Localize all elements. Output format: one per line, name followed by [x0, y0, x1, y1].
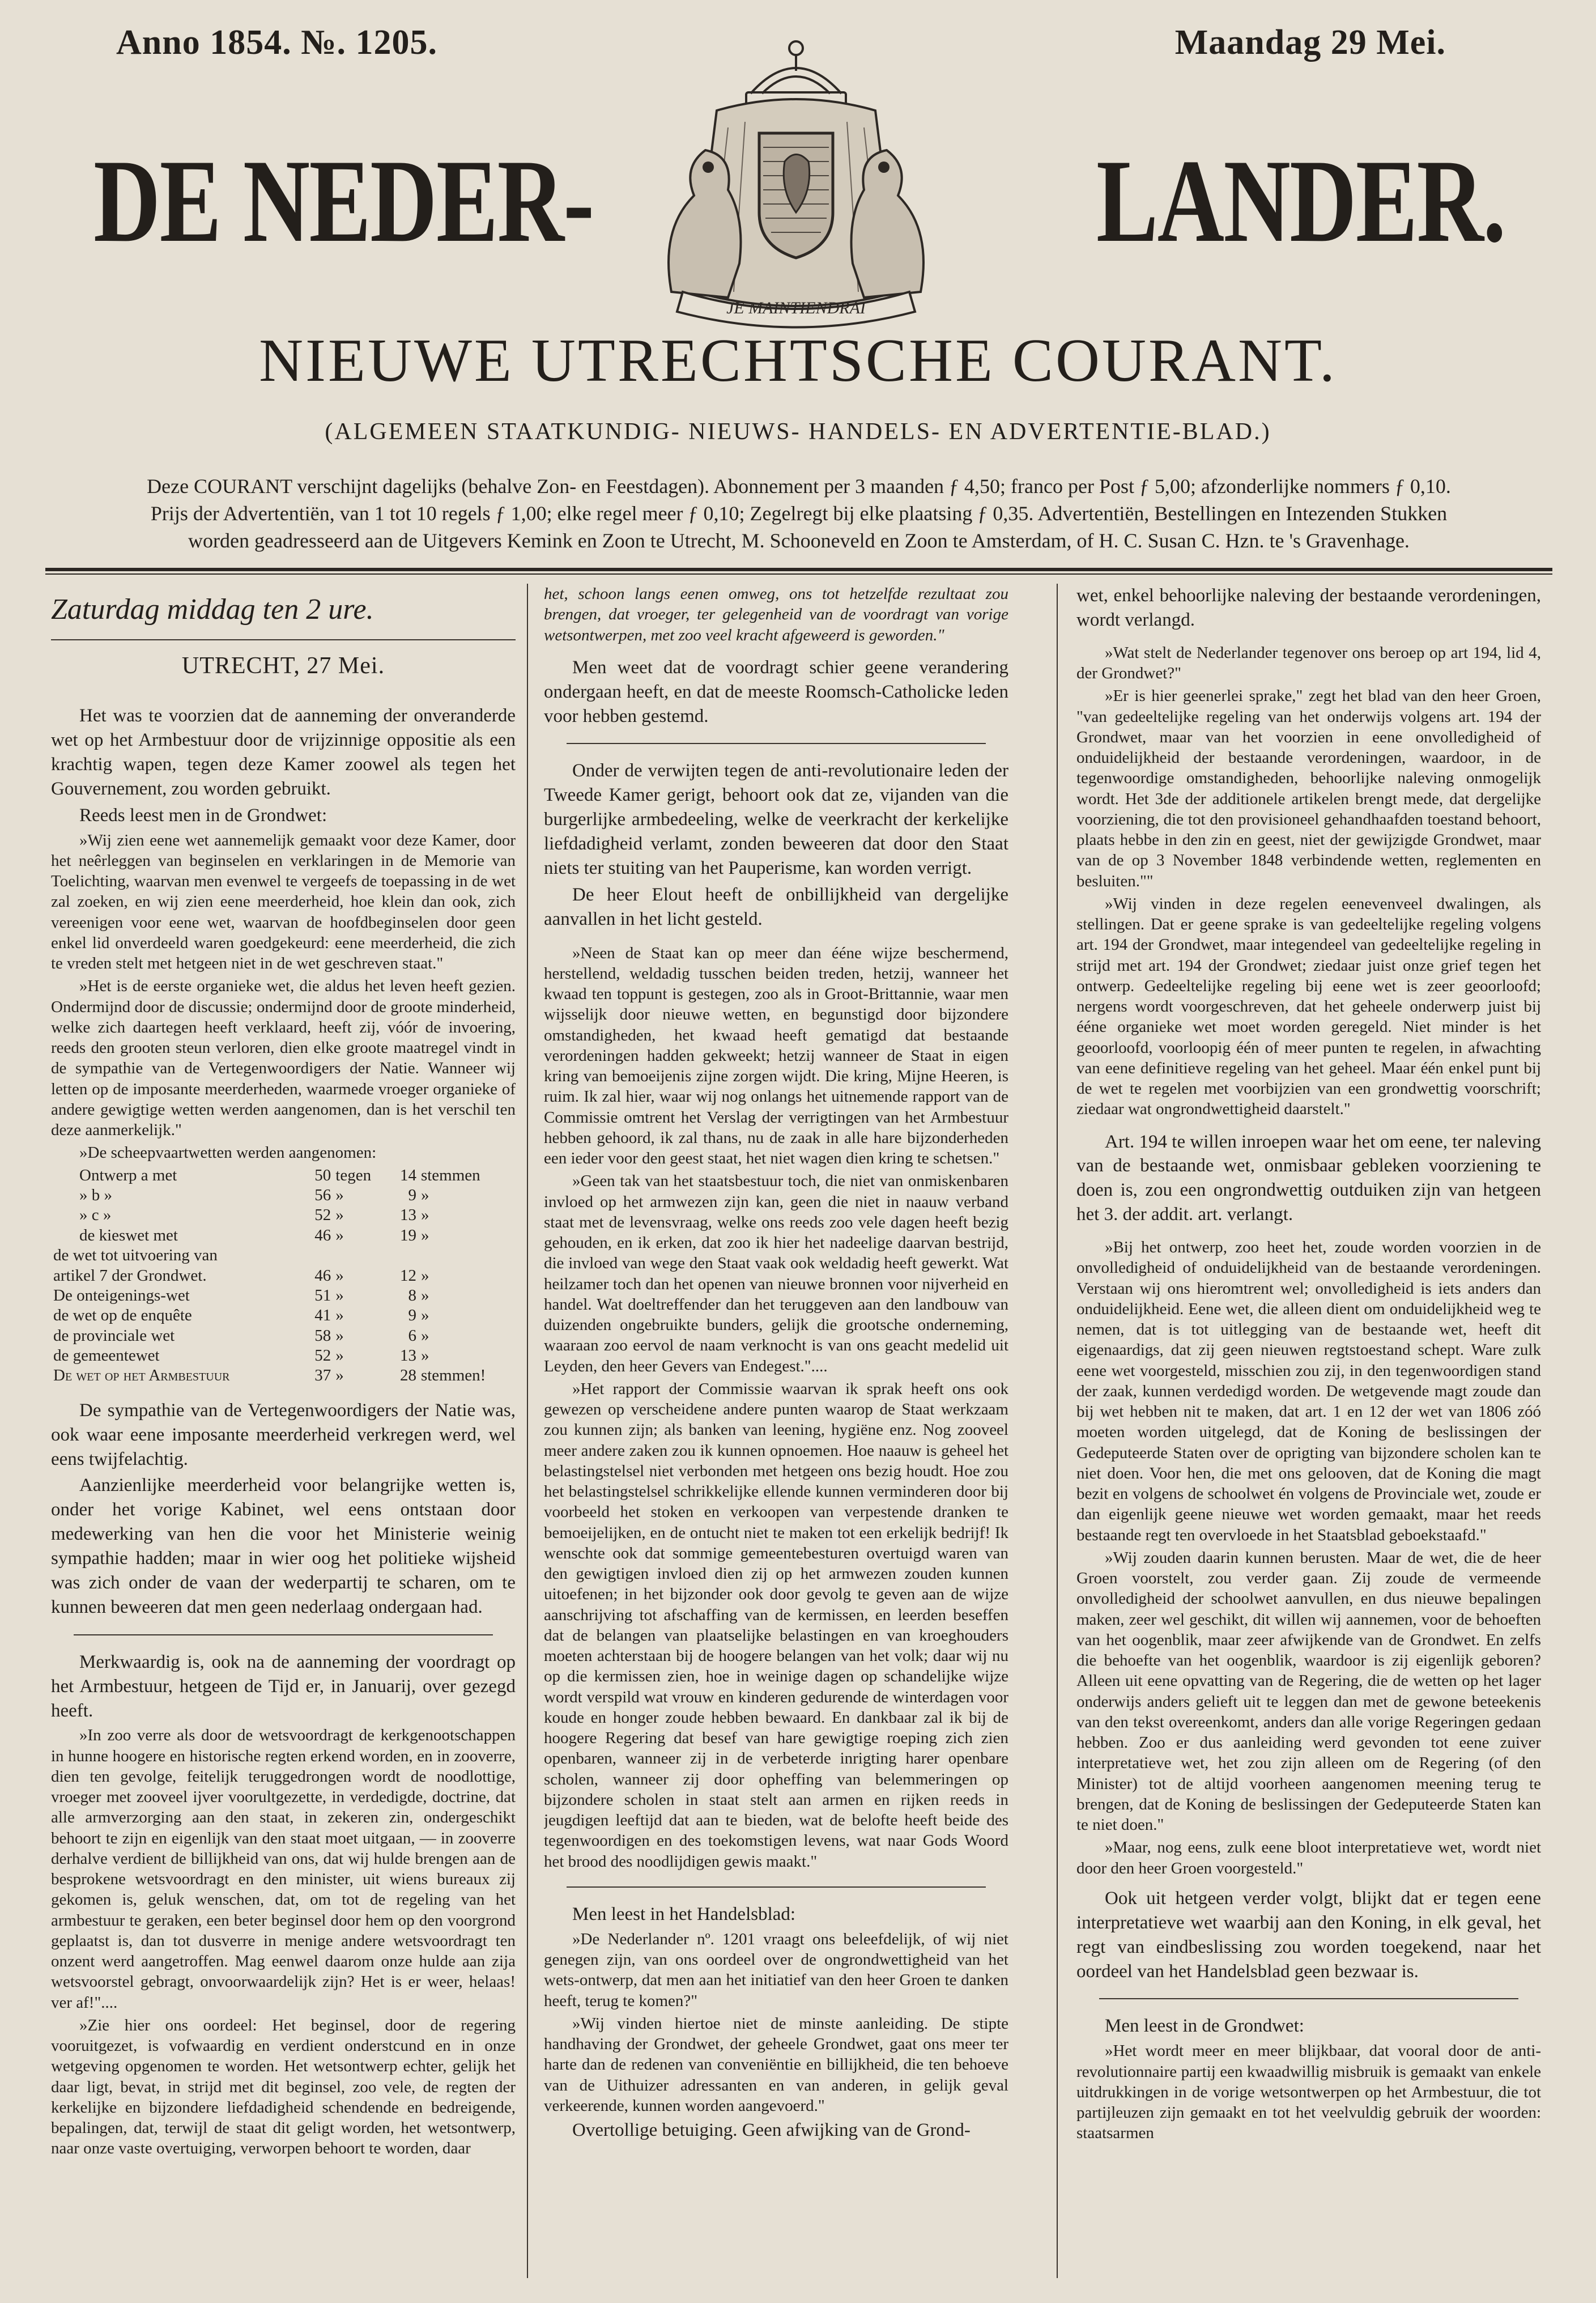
table-row — [51, 1266, 516, 1286]
table-cell: 52 — [314, 1206, 331, 1225]
quote: »Wij zien eene wet aannemelijk gemaakt voor deze Kamer, door het neêrleggen van beginselen en verklaringen in de Memorie van Toelichting, waarvan men evenwel te vergeefs de toepassing in de wet zal zoeken, en wij zien eene meerderheid, hoe klein dan ook, zich vereenigen voor eene wet, waarvan de hoofdbeginselen door geen enkel lid onverdeeld waren goedgekeurd: eene meerderheid, die zich te vreden stelt met hetgeen niet in de wet geschreven staat." — [51, 831, 516, 973]
tagline: (ALGEMEEN STAATKUNDIG- NIEUWS- HANDELS- EN ADVERTENTIE-BLAD.) — [325, 419, 1271, 445]
header-rule-thin — [45, 573, 1552, 575]
quote: »De scheepvaartwetten werden aangenomen: — [79, 1144, 377, 1162]
table-cell: 41 — [314, 1306, 331, 1325]
table-cell: 6 — [408, 1326, 416, 1345]
quote: »Wij vinden hiertoe niet de minste aanleiding. De stipte handhaving der Grondwet, der geheele Grondwet, gaat ons meer ter harte dan de redenen van conveniëntie en billijkheid, die ten behoeve van de Uithuizer adressanten en van anderen, in gelijk geval verkeerende, kunnen worden aangevoerd." — [544, 2014, 1008, 2115]
table-cell: de wet tot uitvoering van — [53, 1246, 218, 1265]
table-cell — [419, 1246, 516, 1265]
issue-number: Anno 1854. №. 1205. — [116, 23, 438, 62]
paragraph: Aanzienlijke meerderheid voor belangrijke wetten is, onder het vorige Kabinet, wel eens ontstaan door medewerking van hen die voor het Ministerie weinig sympathie hadden; maar in wier oog het politieke wijsheid was zich onder de vaan der wederpartij te scharen, om te kunnen beweeren dat men geen nederlaag ondergaan had. — [51, 1475, 516, 1617]
column-divider — [1057, 584, 1058, 2278]
column-3 — [1076, 584, 1541, 2278]
quote: »Zie hier ons oordeel: Het beginsel, door de regering vooruitgezet, is vofwaardig en verdient onderstcund en in onze wetgeving opgenomen te worden. Het wetsontwerp echter, gelijk het daar ligt, bevat, in strijd met dit beginsel, zoo vele, de regten der kerkelijke en bijzondere liefdadigheid schendende en bedreigende, bepalingen, dat, terwijl de staat dit geligt worden, het wetsontwerp, naar onze vaste overtuiging, verworpen behoort te worden, daar — [51, 2016, 516, 2158]
table-cell: 9 — [408, 1186, 416, 1205]
quote: »De Nederlander nº. 1201 vraagt ons beleefdelijk, of wij niet genegen zijn, van ons oordeel over de ongrondwettigheid van het wets-ontwerp, dat men aan het initiatief van den heer Groen te danken heeft, terug te komen?" — [544, 1930, 1008, 2010]
paragraph: De heer Elout heeft de onbillijkheid van dergelijke aanvallen in het licht gesteld. — [544, 884, 1008, 929]
table-cell: » — [420, 1346, 429, 1365]
table-row — [51, 1366, 516, 1386]
table-cell: De wet op het Armbestuur — [53, 1366, 230, 1385]
table-cell: de gemeentewet — [53, 1346, 160, 1365]
title-left: DE NEDER- — [93, 135, 594, 267]
paragraph: Ook uit hetgeen verder volgt, blijkt dat er tegen eene interpretatieve wet waarbij aan den Koning, in elk geval, het regt van eindbeslissing zou worden toegekend, naar het oordeel van het Handelsblad geen bezwaar is. — [1076, 1888, 1541, 1982]
table-cell: » — [420, 1286, 429, 1305]
subtitle: NIEUWE UTRECHTSCHE COURANT. — [259, 327, 1337, 394]
table-cell: 37 — [314, 1366, 331, 1385]
paragraph: Art. 194 te willen inroepen waar het om eene, ter naleving van de bestaande wet, onmisbaar gebleken voorziening te doen is, zou een ongrondwettig outduiken zijn van hetgeen het 3. der addit. art. verlangt. — [1076, 1131, 1541, 1225]
separator — [51, 639, 516, 640]
table-cell: » — [335, 1226, 344, 1244]
table-cell — [304, 1246, 334, 1265]
quote: »In zoo verre als door de wetsvoordragt de kerkgenootschappen in hunne hoogere en historische regten erkend worden, en in zooverre, dien ten gevolge, feitelijk teruggedrongen wordt de noodlottige, vroeger met zooveel ijver voorultgezette, in verdedigde, doctrine, dat alle armverzorging aan den staat, in zekeren zin, ondergeschikt behoort te zijn en eigenlijk van den staat moet uitgaan, — in zooverre derhalve verdient de billijkheid van ons, dat wij hulde brengen aan de besprokene wetsvoordragt en den minister, uit wiens bureaux zij gekomen is, geluk wenschen, dat, om tot de regeling van het armbestuur te geraken, een beter beginsel door hem op den voorgrond geplaatst is, dan tot dusverre in menige andere wetsvoordragt ten onzent werd aangetroffen. Mag eenwel daarom onze hulde aan zija wetsvoorstel gebragt, onvoorwaardelijk zijn? Het is er weer, helaas! ver af!".... — [51, 1726, 516, 2012]
table-cell: » — [420, 1326, 429, 1345]
table-cell: 13 — [399, 1206, 416, 1225]
separator — [567, 1886, 986, 1888]
quote: »Bij het ontwerp, zoo heet het, zoude worden voorzien in de onvolledigheid of onduidelijkheid van de bestaande verordeningen. Verstaan wij ons hieromtrent wel; onvolledigheid is iets anders dan onduidelijkheid. Eene wet, die alleen dient om onduidelijkheid weg te nemen, dat is tot uitlegging van de bestaande wet, heeft dit eigenaardigs, dat zij geen nieuwen regtstoestand schept. Ware zulk eene wet voorgesteld, misschien zou zij, in den tegenwoordigen stand der zaak, kunnen verdedigd worden. De wetgevende magt zoude dan bij wet hebben nit te maken, dat art. 1 en 12 der wet van 1806 zóó moeten worden uitgelegd, dat de Koning de beslissingen der Gedeputeerde Staten over de oprigting van bijzondere scholen kan te niet doen. Voor hen, die met ons gelooven, dat de Koning die magt bezit en volgens de schoolwet én volgens de Provinciale wet, zoude er dan eigenlijk geene nieuwe wet worden gemaakt, maar het reeds bestaande regt ten overvloede in het Staatsblad geboekstaafd." — [1076, 1238, 1541, 1544]
table-cell: 8 — [408, 1286, 416, 1305]
table-cell: de wet op de enquête — [53, 1306, 192, 1325]
notice-line: Deze COURANT verschijnt dagelijks (behalve Zon- en Feestdagen). Abonnement per 3 maanden ƒ 4,50; franco per Post ƒ 5,00; afzonderlijke nommers ƒ 0,10. — [147, 475, 1451, 498]
header-rule — [45, 568, 1552, 571]
separator — [1099, 1998, 1518, 1999]
paragraph: Men weet dat de voordragt schier geene verandering ondergaan heeft, en dat de meeste Roomsch-Catholicke leden voor hebben gestemd. — [544, 657, 1008, 726]
column-2 — [544, 584, 1008, 2278]
notice-line: Prijs der Advertentiën, van 1 tot 10 regels ƒ 1,00; elke regel meer ƒ 0,10; Zegelregt bij elke plaatsing ƒ 0,35. Advertentiën, Bestellingen en Intezenden Stukken — [150, 502, 1448, 525]
column-1 — [51, 584, 516, 2278]
table-cell: » — [335, 1306, 344, 1325]
table-cell: Ontwerp a met — [79, 1166, 177, 1184]
notice-line: worden geadresseerd aan de Uitgevers Kemink en Zoon te Utrecht, M. Schooneveld en Zoon te Amsterdam, of H. C. Susan C. Hzn. te 's Gravenhage. — [188, 529, 1410, 552]
table-cell: » — [420, 1266, 429, 1285]
table-cell: 58 — [314, 1326, 331, 1345]
table-cell: » — [335, 1286, 344, 1305]
table-cell — [333, 1246, 389, 1265]
table-cell: » — [335, 1206, 344, 1225]
table-cell: 9 — [408, 1306, 416, 1325]
column-divider — [527, 584, 528, 2278]
quote: het, schoon langs eenen omweg, ons tot hetzelfde rezultaat zou brengen, dat vroeger, ter gelegenheid van de voordragt van vorige wetsontwerpen, met zoo veel kracht afgeweerd is geworden." — [544, 585, 1008, 644]
issue-date: Maandag 29 Mei. — [1174, 23, 1446, 62]
table-cell: » — [420, 1226, 429, 1244]
table-cell: 52 — [314, 1346, 331, 1365]
paragraph: Het was te voorzien dat de aanneming der onveranderde wet op het Armbestuur door de vrijzinnige oppositie als een krachtig wapen, tegen deze Kamer zoowel als tegen het Gouvernement, zou worden gebruikt. — [51, 706, 516, 799]
quote: »Maar, nog eens, zulk eene bloot interpretatieve wet, wordt niet door den heer Groen voorgesteld." — [1076, 1838, 1541, 1877]
table-cell: » c » — [79, 1206, 112, 1225]
table-row — [51, 1205, 516, 1225]
paragraph: Reeds leest men in de Grondwet: — [79, 805, 327, 826]
quote: »Geen tak van het staatsbestuur toch, die niet van onmiskenbaren invloed op het armwezen zijn kan, geen die niet in naauw verband staat met de levensvraag, welke ons reeds zoo vele dagen heeft bezig gehouden, en ik erken, dat zoo ik hier het nadeelige daarvan bestrijd, die invloed van wege den Staat vaak ook weldadig heeft gewerkt. Wat heilzamer toch dan het openen van nieuwe bronnen voor nijverheid en handel. Wat doeltreffender dan het teruggeven aan den landbouw van duizenden ongebruikte bunders, gelijk die grootsche onderneming, waaraan zoo eervol de naam verknocht is van ons geacht medelid uit Leyden, den heer Gevers van Endegest.".... — [544, 1172, 1008, 1375]
table-cell: 19 — [399, 1226, 416, 1244]
paragraph: wet, enkel behoorlijke naleving der bestaande verordeningen, wordt verlangd. — [1076, 585, 1541, 630]
table-cell: » — [335, 1186, 344, 1205]
table-cell: 51 — [314, 1286, 331, 1305]
paragraph: Men leest in het Handelsblad: — [572, 1903, 796, 1924]
table-row — [51, 1226, 516, 1246]
table-cell: 50 — [314, 1166, 331, 1184]
quote: »Het rapport der Commissie waarvan ik sprak heeft ons ook gewezen op verscheidene andere punten waarop de Staat werkzaam zou kunnen zijn; als banken van leening, hygiëne enz. Nog zooveel meer andere zaken zou ik kunnen opnoemen. Hoe naauw is geheel het belastingstelsel niet verbonden met hetgeen ons bezig houdt. Hoe zou het belastingstelsel schrikkelijke ellende kunnen verminderen door bij voorbeeld het stoken en verkoopen van verpestende dranken te bemoeijelijken, en de ontucht niet te maken tot een erkelijk bedrijf! Ik wenschte ook dat sommige gemeentebesturen overtuigd waren van den gewigtigen invloed dien zij op het armwezen zouden kunnen uitoefenen; in het bijzonder ook door gevolg te geven aan de wijze aanschrijving tot afschaffing van de kermissen, en leerden beseffen dat de belangen van plaatselijke belastingen en van kroeghouders moeten achterstaan bij de hoogere belangen van het volk; daar wij nu op die kermissen zien, hoe in weinige dagen op schandelijke wijze wordt verspild wat vrouw en kinderen gedurende de winterdagen voor koude en honger zoude hebben bewaard. En dankbaar zal ik bij de hoogere Regering dat besef van hare gewigtige roeping zich zien openbaren, wanneer zij in de verbeterde inrigting harer openbare scholen, wanneer zij door opheffing van belemmeringen op bijzondere scholen in staat stelt aan armen en rijken reeds in jeugdigen leeftijd dat aan te bieden, wat de belofte heeft beide des tegenwoordigen en des toekomstigen levens, wat naar Gods Woord het brood des noodlijdigen gewis maakt." — [544, 1379, 1008, 1871]
table-cell: » — [335, 1266, 344, 1285]
table-cell: » — [335, 1366, 344, 1385]
table-cell: » — [420, 1206, 429, 1225]
table-cell: De onteigenings-wet — [53, 1286, 190, 1305]
table-cell — [389, 1246, 419, 1265]
table-cell: » — [335, 1326, 344, 1345]
table-row — [51, 1166, 516, 1186]
dateline: Zaturdag middag ten 2 ure. — [51, 593, 374, 626]
table-cell: » — [420, 1186, 429, 1205]
coat-of-arms — [598, 26, 994, 343]
paragraph: De sympathie van de Vertegenwoordigers der Natie was, ook waar eene imposante meerderheid verkregen werd, wel eens twijfelachtig. — [51, 1400, 516, 1469]
vote-table — [51, 1166, 516, 1386]
subscription-notice — [48, 473, 1550, 555]
table-cell: 13 — [399, 1346, 416, 1365]
table-cell: 28 — [399, 1366, 416, 1385]
table-row — [51, 1286, 516, 1306]
paragraph: Onder de verwijten tegen de anti-revolutionaire leden der Tweede Kamer gerigt, behoort ook dat ze, vijanden van die burgerlijke armbedeeling, welke de veerkracht der kerkelijke liefdadigheid verlamt, zonden beweeren dat door den Staat niets ter stuiting van het Pauperisme, kan worden verrigt. — [544, 760, 1008, 878]
table-cell: 56 — [314, 1186, 331, 1205]
table-cell: artikel 7 der Grondwet. — [53, 1266, 207, 1285]
quote: »Wij vinden in deze regelen eenevenveel dwalingen, als stellingen. Dat er geene sprake is van gedeeltelijke regeling volgens art. 194 der Grondwet, maar integendeel van gedeeltelijke regeling in strijd met art. 194 der Grondwet; ziedaar juist onze grief tegen het ontwerp. Gedeeltelijke regeling bij eene wet is zeer geoorloofd; nergens wordt voorgeschreven, dat het geheele onderwerp juist bij ééne organieke wet moet worden geregeld. Niet minder is het geoorloofd, voorloopig één of meer punten te regelen, in afwachting van eene definitieve regeling van het geheel. Maar één enkel punt bij de wet te regelen met voorbijzien van een grondwettig voorschrift; ziedaar wat ongrondwettigheid daarstelt." — [1076, 894, 1541, 1119]
quote: »Het wordt meer en meer blijkbaar, dat vooral door de anti-revolutionnaire partij een kwaadwillig misbruik is gemaakt van enkele uitdrukkingen in de vorige wetsontwerpen op het Armbestuur, die tot partijleuzen zijn gemaakt en tot het veelvuldig gebruik der woorden: staatsarmen — [1076, 2042, 1541, 2143]
separator — [567, 743, 986, 744]
table-row — [51, 1306, 516, 1325]
table-cell: 46 — [314, 1266, 331, 1285]
table-cell: » — [420, 1306, 429, 1325]
table-cell: 46 — [314, 1226, 331, 1244]
title-right: LANDER. — [1096, 135, 1505, 267]
quote: »Er is hier geenerlei sprake," zegt het blad van den heer Groen, "van gedeeltelijke regeling van het onderwijs volgens art. 194 der Grondwet, maar van het voorzien in eene onvolledigheid of onduidelijkheid der bestaande verordeningen, waardoor, in de tegenwoordige omstandigheden, behoorlijke naleving onmogelijk wordt. Het 3de der additionele artikelen brengt mede, dat dergelijke voorziening, die tot den provisioneel gehandhaafden toestand behoort, plaats hebbe in den zin en geest, niet der gewijzigde Grondwet, maar van de op 3 November 1848 verbindende wetten, reglementen en besluiten."" — [1076, 687, 1541, 890]
crest-motto: JE MAINTIENDRAI — [726, 299, 866, 317]
paragraph: Men leest in de Grondwet: — [1105, 2016, 1304, 2037]
place-date: UTRECHT, 27 Mei. — [181, 652, 385, 679]
quote: »Neen de Staat kan op meer dan ééne wijze beschermend, herstellend, weldadig tusschen beiden treden, hetzij, wanneer het kwaad ten toppunt is gestegen, zoo als in Groot-Brittannie, waar men wijsselijk door nieuwe wetten, en begunstigd door bijzondere omstandigheden, het kwaad heeft gematigd dat bestaande verordeningen hadden gekweekt; hetzij wanneer de Staat in eigen kring van bemoeijenis zijne zorgen wijdt. Die kring, Mijne Heeren, is ruim. Ik zal hier, waar wij nog onlangs het uitnemende rapport van de Commissie omtrent het Verslag der verrigtingen van het Armbestuur hebben gehoord, ik zal thans, nu de zaak in alle hare bijzonderheden een ieder voor den geest staat, het niet wagen dien kring te schetsen." — [544, 944, 1008, 1168]
table-row — [51, 1346, 516, 1366]
paragraph: Overtollige betuiging. Geen afwijking van de Grond- — [572, 2120, 971, 2141]
table-cell: 12 — [399, 1266, 416, 1285]
paragraph: Merkwaardig is, ook na de aanneming der voordragt op het Armbestuur, hetgeen de Tijd er, in Januarij, over gezegd heeft. — [51, 1651, 516, 1721]
table-cell: stemmen — [420, 1166, 480, 1184]
quote: »Wij zouden daarin kunnen berusten. Maar de wet, die de heer Groen voorstelt, zou verder gaan. Zij zoude de vermeende onvolledigheid der schoolwet aanvullen, en dus nieuwe bepalingen maken, zeer wel geschikt, dit willen wij aannemen, voor de behoeften van het oogenblik, maar zeer afwijkende van de Grondwet. En zelfs die behoefte van het oogenblik, waardoor is zij eigenlijk geboren? Alleen uit eene opvatting van de Regering, die de wetten op het lager onderwijs anders gelieft uit te leggen dan met de gewone beteekenis van den tekst overeenkomt, anders dan alle vorige Regeringen gedaan hebben. Zoo er dus aanleiding werd gevonden tot eene zuiver interpretatieve wet, het zou zijn alleen om de Regering (of den Minister) tot de altijd voorheen aangenomen meening terug te brengen, dat de Koning de beslissingen der Gedeputeerde Staten kan te niet doen." — [1076, 1548, 1541, 1834]
table-cell: 14 — [399, 1166, 416, 1184]
table-cell: tegen — [335, 1166, 372, 1184]
table-row — [51, 1326, 516, 1346]
quote: »Het is de eerste organieke wet, die aldus het leven heeft gezien. Ondermijnd door de discussie; ondermijnd door de groote minderheid, welke zich daartegen heeft verklaard, heeft zij, vóór de invoering, reeds den grooten steun verloren, dien elke groote maatregel vindt in de sympathie van de Vertegenwoordigers der Natie. Wanneer wij letten op de imposante meerderheden, waarmede vroeger organieke of andere gewigtige wetten werden aangenomen, dan is het verschil ten deze aanmerkelijk." — [51, 977, 516, 1140]
table-cell: » b » — [79, 1186, 112, 1205]
separator — [74, 1634, 493, 1635]
table-row — [51, 1186, 516, 1205]
table-row — [51, 1246, 516, 1265]
quote: »Wat stelt de Nederlander tegenover ons beroep op art 194, lid 4, der Grondwet?" — [1076, 643, 1541, 683]
table-cell: de kieswet met — [79, 1226, 178, 1244]
table-cell: stemmen! — [420, 1366, 486, 1385]
table-cell: » — [335, 1346, 344, 1365]
table-cell: de provinciale wet — [53, 1326, 175, 1345]
